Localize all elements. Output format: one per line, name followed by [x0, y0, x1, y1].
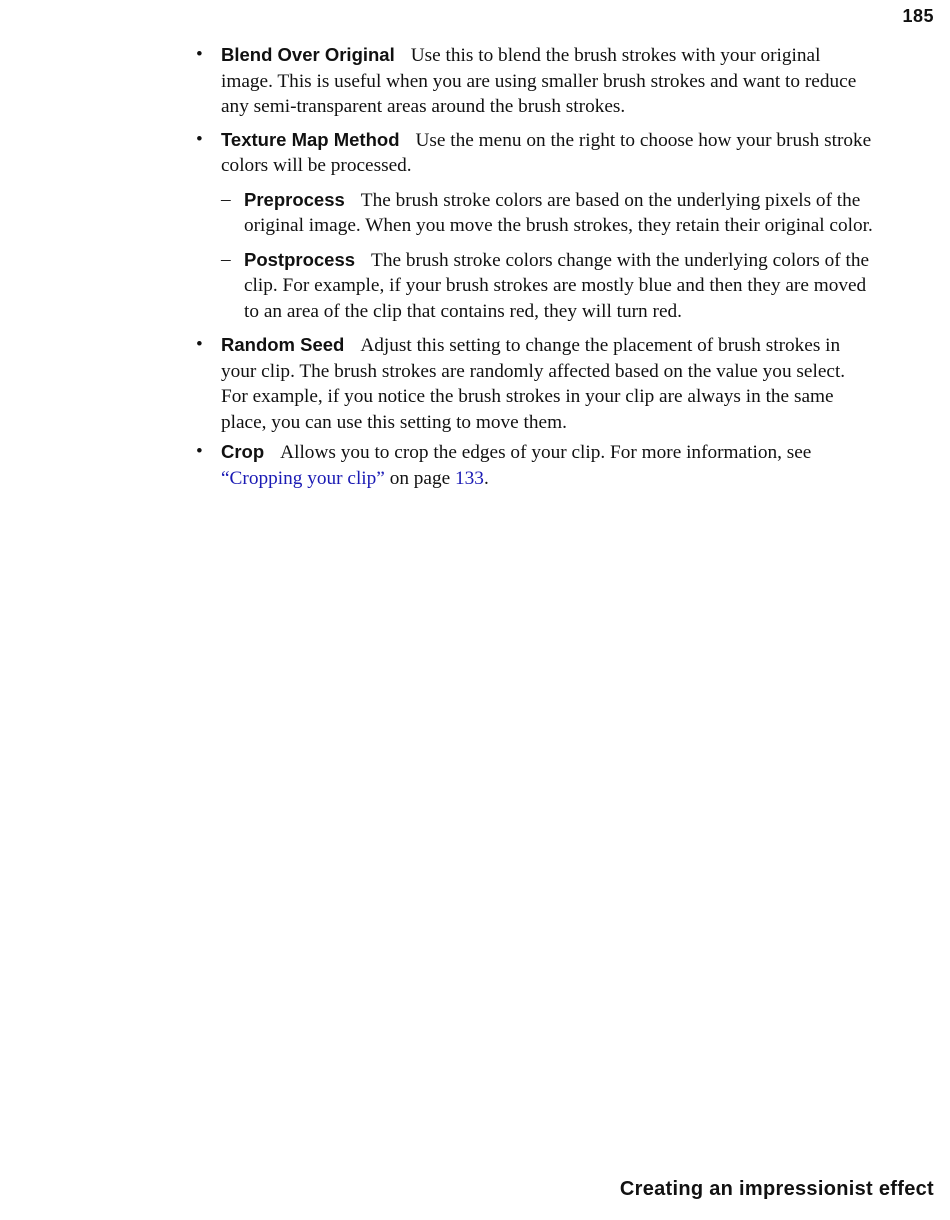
term-postprocess: Postprocess [244, 248, 356, 270]
dash-icon: – [221, 188, 231, 210]
sub-item-preprocess [221, 187, 876, 239]
bullet-icon: • [196, 441, 203, 462]
description-random-seed: Adjust this setting to change the placement of brush strokes in your clip. The brush strokes are randomly affected based on the value you select. For example, if you notice the brush strokes in your clip are always in the same place, you can use this setting to move them. [221, 335, 846, 433]
term-texture-map-method: Texture Map Method [221, 128, 400, 150]
list-item-crop [196, 439, 876, 491]
list-item-blend-over-original [196, 42, 876, 120]
term-blend-over-original: Blend Over Original [221, 44, 395, 65]
dash-icon: – [221, 248, 231, 270]
chapter-footer: Creating an impressionist effect [619, 1178, 934, 1200]
term-crop: Crop [221, 441, 265, 462]
main-content [196, 42, 876, 498]
page-number: 185 [902, 6, 934, 26]
term-random-seed: Random Seed [221, 334, 345, 355]
description-postprocess: The brush stroke colors change with the underlying colors of the clip. For example, if your brush strokes are mostly blue and then they are moved to an area of the clip that contains red, they will turn red. [244, 249, 870, 322]
description-blend-over-original: Use this to blend the brush strokes with your original image. This is useful when you are using smaller brush strokes and want to reduce any semi-transparent areas around the brush strokes. [221, 45, 857, 117]
description-texture-map-method: Use the menu on the right to choose how your brush stroke colors will be processed. [221, 129, 872, 176]
end-punctuation: . [483, 467, 489, 489]
bullet-icon: • [196, 334, 203, 355]
description-crop: Allows you to crop the edges of your clip. For more information, see [280, 442, 812, 463]
bullet-icon: • [196, 44, 203, 65]
term-preprocess: Preprocess [244, 188, 345, 210]
link-mid-text: on page [389, 467, 451, 489]
description-preprocess: The brush stroke colors are based on the underlying pixels of the original image. When you move the brush strokes, they retain their original color. [244, 189, 873, 236]
page-133-link[interactable]: 133 [455, 467, 484, 489]
list-item-texture-map-method [196, 127, 876, 325]
bullet-icon: • [196, 128, 203, 150]
sub-item-postprocess [221, 247, 876, 325]
list-item-random-seed [196, 332, 876, 435]
cropping-your-clip-link[interactable]: “Cropping your clip” [221, 467, 385, 489]
